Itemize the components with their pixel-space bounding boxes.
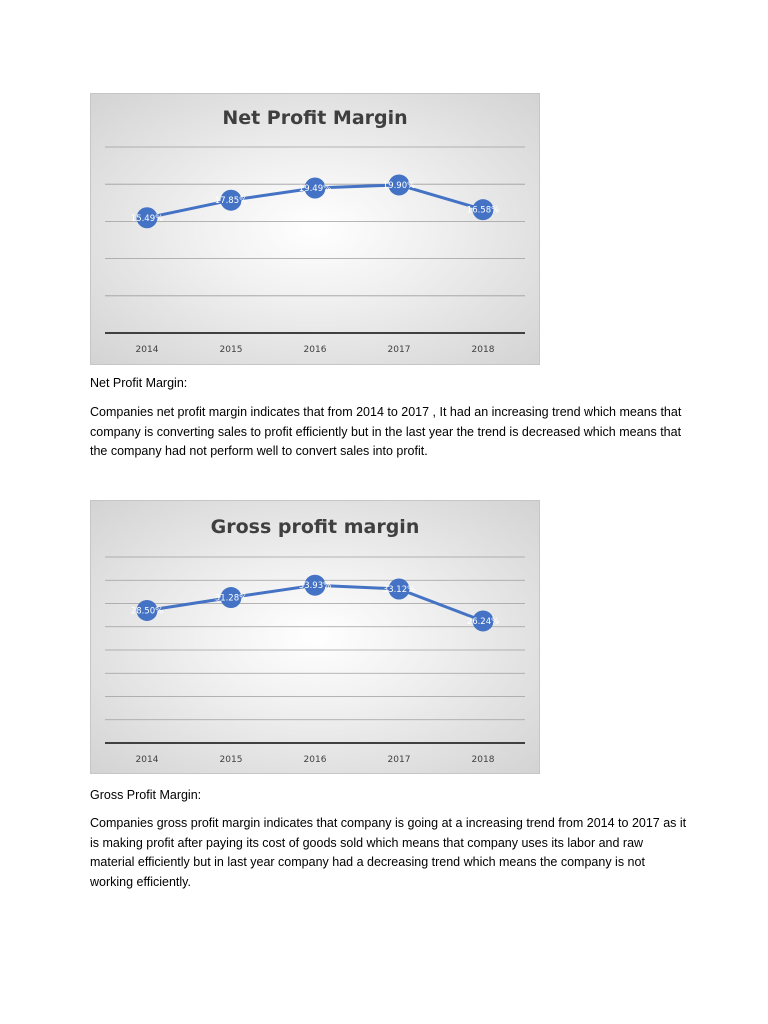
net-profit-margin-chart-svg bbox=[91, 94, 539, 364]
chart1-data-label-2016: 19.49% bbox=[298, 183, 332, 194]
chart1-tick-label-2014: 2014 bbox=[135, 345, 159, 355]
chart1-tick-label-2018: 2018 bbox=[471, 345, 495, 355]
chart2-tick-label-2016: 2016 bbox=[303, 755, 327, 765]
chart2-tick-label-2018: 2018 bbox=[471, 755, 495, 765]
chart1-tick-label-2016: 2016 bbox=[303, 345, 327, 355]
chart1-title: Net Profit Margin bbox=[222, 107, 408, 129]
chart1-data-label-2017: 19.90% bbox=[382, 180, 416, 191]
net-profit-margin-paragraph: Companies net profit margin indicates that from 2014 to 2017 , It had an increasing trend which means that company is converting sales to profit efficiently but in the last year the trend is decreased which means that the company had not perform well to convert sales into profit. bbox=[90, 405, 682, 458]
chart1-data-label-2014: 15.49% bbox=[130, 213, 164, 224]
chart2-tick-label-2014: 2014 bbox=[135, 755, 159, 765]
net-profit-margin-chart bbox=[90, 93, 540, 365]
chart2-data-label-2015: 31.28% bbox=[214, 593, 248, 604]
gross-profit-margin-heading: Gross Profit Margin: bbox=[90, 788, 202, 802]
gross-profit-margin-paragraph: Companies gross profit margin indicates that company is going at a increasing trend from 2014 to 2017 as it is making profit after paying its cost of goods sold which means that company uses its labor and raw material efficiently but in last year company had a decreasing trend which means the company is not working efficiently. bbox=[90, 816, 687, 889]
chart2-tick-label-2017: 2017 bbox=[387, 755, 411, 765]
chart1-data-label-2015: 17.85% bbox=[214, 196, 248, 207]
chart2-data-label-2016: 33.93% bbox=[298, 581, 332, 592]
chart2-data-label-2017: 33.12% bbox=[382, 584, 416, 595]
gross-profit-margin-chart-svg bbox=[91, 501, 539, 773]
chart2-title: Gross profit margin bbox=[210, 516, 420, 538]
net-profit-margin-heading: Net Profit Margin: bbox=[90, 376, 188, 390]
chart1-tick-label-2015: 2015 bbox=[219, 345, 243, 355]
gross-profit-margin-chart bbox=[90, 500, 540, 774]
chart2-tick-label-2015: 2015 bbox=[219, 755, 243, 765]
chart1-data-label-2018: 16.58% bbox=[466, 205, 500, 216]
chart2-data-label-2018: 26.24% bbox=[466, 616, 500, 627]
chart1-tick-label-2017: 2017 bbox=[387, 345, 411, 355]
chart2-data-label-2014: 28.50% bbox=[130, 606, 164, 617]
